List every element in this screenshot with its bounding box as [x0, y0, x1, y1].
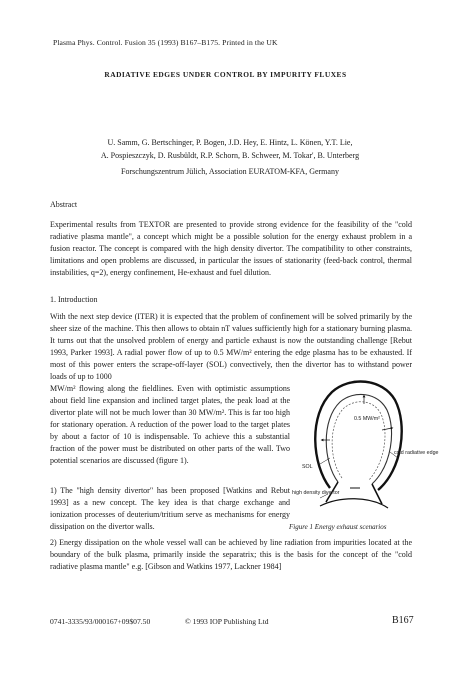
figure-1 — [290, 370, 439, 520]
abstract-heading: Abstract — [50, 200, 78, 209]
page-number: B167 — [392, 615, 414, 626]
separatrix — [326, 394, 391, 484]
author-line-1: U. Samm, G. Bertschinger, P. Bogen, J.D. Hey, E. Hintz, L. Könen, Y.T. Lie, — [107, 138, 353, 147]
author-list — [60, 136, 400, 162]
figure-label-high-density-divertor: high density divertor — [292, 490, 340, 496]
author-line-2: A. Pospieszczyk, D. Rusbüldt, R.P. Schorn, B. Schweer, M. Tokar', B. Unterberg — [100, 151, 360, 160]
radiative-mantle — [332, 402, 385, 480]
journal-header: Plasma Phys. Control. Fusion 35 (1993) B167–B175. Printed in the UK — [53, 38, 278, 47]
footer-copyright: © 1993 IOP Publishing Ltd — [185, 617, 269, 626]
figure-1-caption: Figure 1 Energy exhaust scenarios — [289, 523, 387, 531]
abstract-text: Experimental results from TEXTOR are presented to provide strong evidence for the feasibility of the "cold radiative plasma mantle", a concept which might be a possible solution for the energy exhaust problem in a fusion reactor. The concept is compared with the high density divertor. The compatibility to other constraints, limitations and open problems are discussed, in particular the issues of stationarity (feed-back control, thermal instabilities, q=2), energy confinement, He-exhaust and fuel dilution. — [50, 220, 412, 277]
figure-label-cold-radiative-edge: cold radiative edge — [394, 450, 439, 456]
intro-paragraph-1: With the next step device (ITER) it is expected that the problem of confinement will be solved primarily by the sheer size of the machine. This then allows to obtain nT values sufficiently high for a stationary burning plasma. It turns out that the unsolved problem of energy and particle exhaust is now the outstanding challenge [Rebut 1993, Parker 1993]. A radial power flow of up to 0.5 MW/m² entering the edge plasma has to be exhausted. If most of this power enters the scrape-off-layer (SOL) convectively, then the divertor has to withstand power loads of up to 1000 — [50, 312, 412, 381]
section-heading-introduction: 1. Introduction — [50, 295, 98, 304]
vessel-outline — [315, 382, 401, 490]
paper-title: RADIATIVE EDGES UNDER CONTROL BY IMPURITY FLUXES — [104, 70, 347, 79]
intro-paragraph-1-continued: MW/m² flowing along the fieldlines. Even with optimistic assumptions about field line expansion and inclined target plates, the peak load at the divertor plate will not be much lower than 30 MW/m². This is far too high for stationary operation. A reduction of the power load to the target plates by about a factor of 10 is indispensable. To achieve this a substantial fraction of the power must be distributed on other parts of the wall. Two potential scenarios are discussed (figure 1). — [50, 384, 290, 465]
figure-1-diagram — [290, 370, 439, 520]
intro-paragraph-2: 1) The "high density divertor" has been proposed [Watkins and Rebut 1993] as a new concept. The key idea is that charge exchange and ionization processes of deuterium/tritium serve as mechanisms for energy dissipation on the divertor walls. — [50, 486, 290, 531]
divertor-plate — [320, 499, 388, 508]
intro-paragraph-3: 2) Energy dissipation on the whole vessel wall can be achieved by line radiation from impurities located at the boundary of the bulk plasma, primarily inside the separatrix; this is the basis for the concept of the "cold radiative plasma mantle" e.g. [Gibson and Watkins 1977, Lackner 1984] — [50, 538, 412, 571]
figure-label-sol: SOL — [302, 464, 313, 470]
figure-label-flux: 0.5 MW/m² — [354, 416, 380, 422]
footer-issn: 0741-3335/93/000167+09$07.50 — [50, 617, 151, 626]
affiliation: Forschungszentrum Jülich, Association EURATOM-KFA, Germany — [121, 167, 339, 176]
